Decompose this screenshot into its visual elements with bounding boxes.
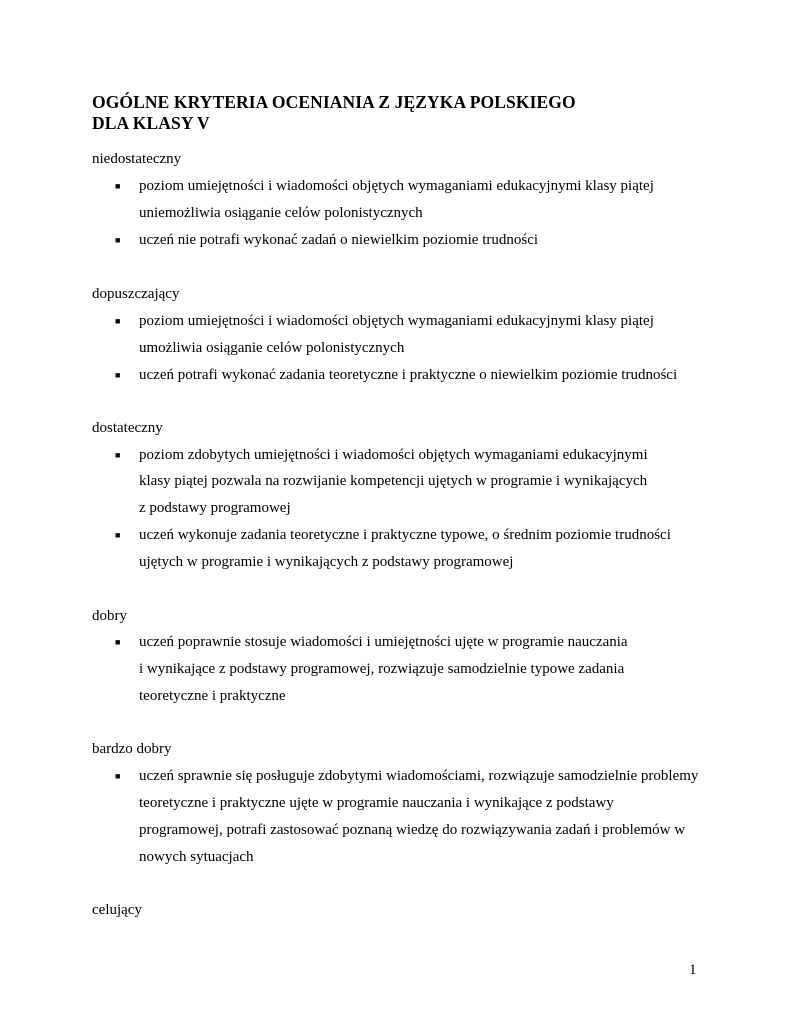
section-label-niedostateczny: niedostateczny bbox=[92, 151, 182, 167]
section-label-dobry: dobry bbox=[92, 608, 127, 624]
bullet-text-line: umożliwia osiąganie celów polonistycznych bbox=[139, 340, 405, 356]
bullet-text-line: teoretyczne i praktyczne bbox=[139, 688, 286, 704]
bullet-icon: ■ bbox=[115, 530, 121, 540]
section-label-dopuszczajacy: dopuszczający bbox=[92, 286, 180, 302]
bullet-text-line: uczeń poprawnie stosuje wiadomości i umiejętności ujęte w programie nauczania bbox=[139, 634, 628, 650]
bullet-text-line: programowej, potrafi zastosować poznaną wiedzę do rozwiązywania zadań i problemów w bbox=[139, 822, 686, 838]
bullet-text-line: uczeń nie potrafi wykonać zadań o niewielkim poziomie trudności bbox=[139, 232, 539, 248]
section-label-celujacy: celujący bbox=[92, 902, 142, 918]
bullet-icon: ■ bbox=[115, 235, 121, 245]
bullet-text-line: uczeń sprawnie się posługuje zdobytymi wiadomościami, rozwiązuje samodzielnie problemy bbox=[139, 768, 699, 784]
title-line-2: DLA KLASY V bbox=[92, 113, 210, 133]
bullet-text-line: nowych sytuacjach bbox=[139, 849, 254, 865]
section-label-dostateczny: dostateczny bbox=[92, 420, 163, 436]
bullet-icon: ■ bbox=[115, 771, 121, 781]
bullet-text-line: poziom umiejętności i wiadomości objętych wymaganiami edukacyjnymi klasy piątej bbox=[139, 313, 654, 329]
bullet-text-line: uniemożliwia osiąganie celów polonistycznych bbox=[139, 205, 423, 221]
bullet-text-line: teoretyczne i praktyczne ujęte w programie nauczania i wynikające z podstawy bbox=[139, 795, 614, 811]
section-label-bardzo-dobry: bardzo dobry bbox=[92, 741, 172, 757]
bullet-text-line: i wynikające z podstawy programowej, rozwiązuje samodzielnie typowe zadania bbox=[139, 661, 625, 677]
bullet-text-line: uczeń wykonuje zadania teoretyczne i praktyczne typowe, o średnim poziomie trudności bbox=[139, 527, 671, 543]
bullet-icon: ■ bbox=[115, 181, 121, 191]
bullet-icon: ■ bbox=[115, 316, 121, 326]
bullet-text-line: poziom umiejętności i wiadomości objętych wymaganiami edukacyjnymi klasy piątej bbox=[139, 178, 654, 194]
title-line-1: OGÓLNE KRYTERIA OCENIANIA Z JĘZYKA POLSKIEGO bbox=[92, 92, 576, 112]
bullet-icon: ■ bbox=[115, 637, 121, 647]
bullet-text-line: poziom zdobytych umiejętności i wiadomości objętych wymaganiami edukacyjnymi bbox=[139, 447, 648, 463]
bullet-text-line: ujętych w programie i wynikających z podstawy programowej bbox=[139, 554, 514, 570]
bullet-icon: ■ bbox=[115, 370, 121, 380]
page-number: 1 bbox=[689, 962, 697, 978]
document-title bbox=[92, 92, 576, 134]
bullet-text-line: klasy piątej pozwala na rozwijanie kompetencji ujętych w programie i wynikających bbox=[139, 473, 648, 489]
bullet-icon: ■ bbox=[115, 450, 121, 460]
bullet-text-line: uczeń potrafi wykonać zadania teoretyczne i praktyczne o niewielkim poziomie trudności bbox=[139, 367, 678, 383]
bullet-text-line: z podstawy programowej bbox=[139, 500, 291, 516]
